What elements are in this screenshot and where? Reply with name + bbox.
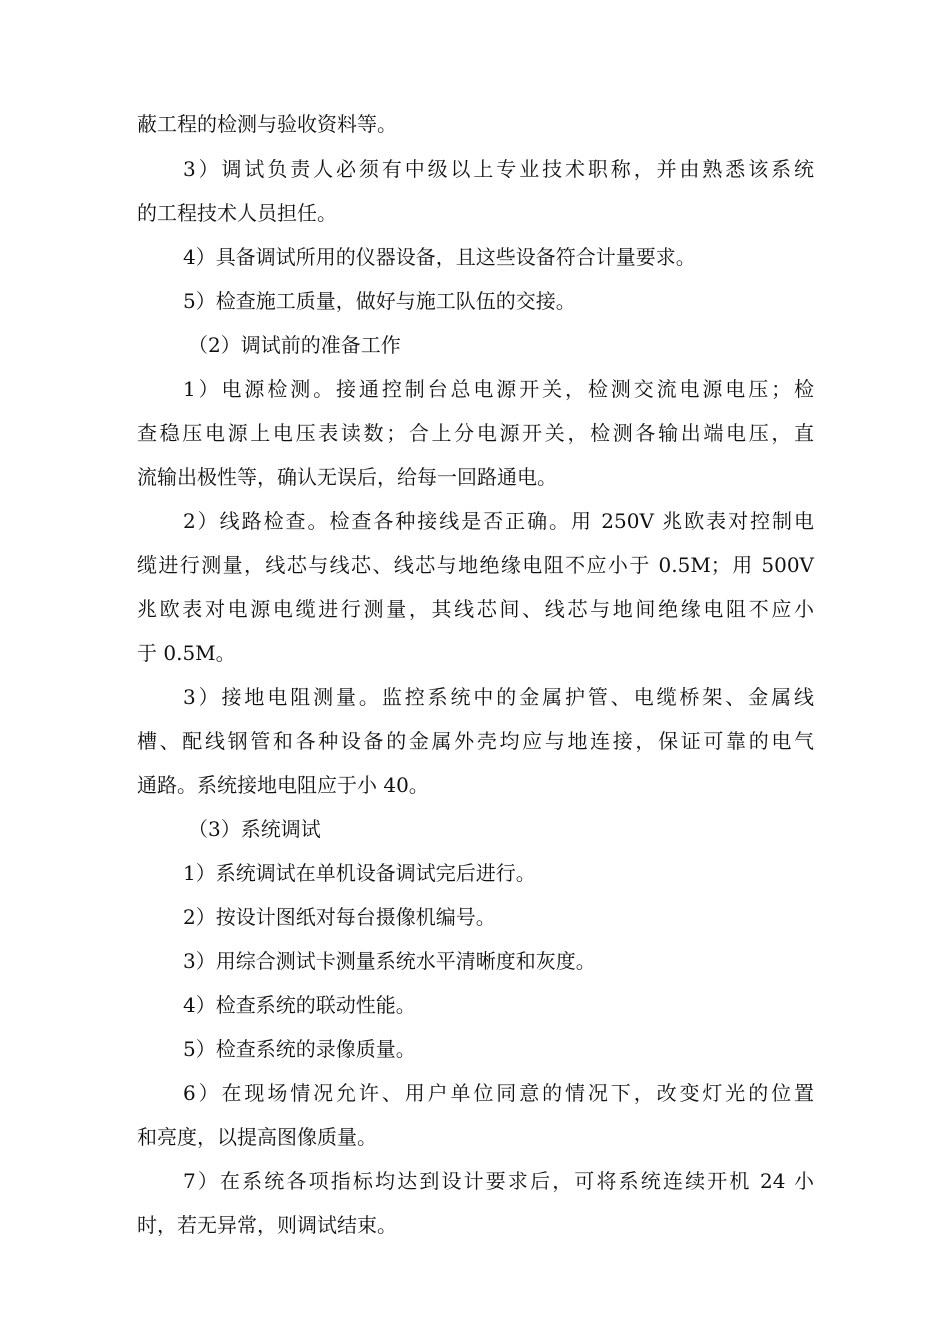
- text-line: 缆进行测量，线芯与线芯、线芯与地绝缘电阻不应小于 0.5M；用 500V: [137, 553, 814, 577]
- text-line: 5）检查施工质量，做好与施工队伍的交接。: [183, 289, 576, 313]
- text-line: 流输出极性等，确认无误后，给每一回路通电。: [137, 465, 557, 489]
- text-line: 4）检查系统的联动性能。: [183, 993, 416, 1017]
- section-heading: （3）系统调试: [188, 817, 321, 841]
- text-line: 3）调试负责人必须有中级以上专业技术职称，并由熟悉该系统: [183, 157, 814, 181]
- text-line: 于 0.5M。: [137, 641, 236, 665]
- text-line: 3）接地电阻测量。监控系统中的金属护管、电缆桥架、金属线: [183, 685, 814, 709]
- text-line: 槽、配线钢管和各种设备的金属外壳均应与地连接，保证可靠的电气: [137, 729, 814, 753]
- text-line: 查稳压电源上电压表读数；合上分电源开关，检测各输出端电压，直: [137, 421, 814, 445]
- text-line: 6）在现场情况允许、用户单位同意的情况下，改变灯光的位置: [183, 1081, 814, 1105]
- text-line: 2）按设计图纸对每台摄像机编号。: [183, 905, 496, 929]
- text-line: 的工程技术人员担任。: [137, 201, 337, 225]
- text-line: 1）系统调试在单机设备调试完后进行。: [183, 861, 536, 885]
- section-heading: （2）调试前的准备工作: [188, 333, 401, 357]
- text-line: 7）在系统各项指标均达到设计要求后，可将系统连续开机 24 小: [183, 1169, 814, 1193]
- text-line: 和亮度，以提高图像质量。: [137, 1125, 377, 1149]
- text-line: 兆欧表对电源电缆进行测量，其线芯间、线芯与地间绝缘电阻不应小: [137, 597, 814, 621]
- text-line: 5）检查系统的录像质量。: [183, 1037, 416, 1061]
- text-line: 2）线路检查。检查各种接线是否正确。用 250V 兆欧表对控制电: [183, 509, 814, 533]
- text-line: 4）具备调试所用的仪器设备，且这些设备符合计量要求。: [183, 245, 696, 269]
- text-line: 3）用综合测试卡测量系统水平清晰度和灰度。: [183, 949, 596, 973]
- text-line: 时，若无异常，则调试结束。: [137, 1213, 397, 1237]
- text-line: 通路。系统接地电阻应于小 40。: [137, 773, 429, 797]
- text-line: 1）电源检测。接通控制台总电源开关，检测交流电源电压；检: [183, 377, 814, 401]
- text-line: 蔽工程的检测与验收资料等。: [137, 112, 397, 136]
